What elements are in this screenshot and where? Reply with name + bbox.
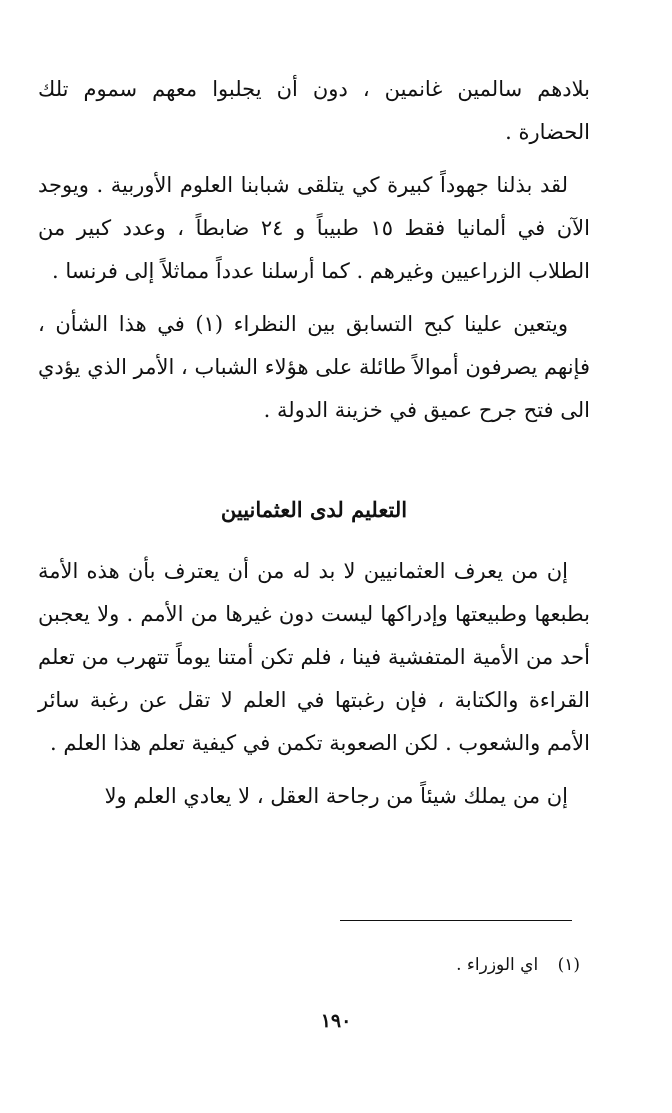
paragraph-5: إن من يملك شيئاً من رجاحة العقل ، لا يعادي العلم ولا <box>104 784 568 808</box>
section-heading: التعليم لدى العثمانيين <box>220 497 408 522</box>
footnote-marker: (١) <box>557 955 580 975</box>
paragraph-4: إن من يعرف العثمانيين لا بد له من أن يعترف بأن هذه الأمة بطبعها وطبيعتها وإدراكها ليست دون غيرها من الأمم . ولا يعجبن أحد من الأمية المتفشية فينا ، فلم تكن أمتنا يوماً تتهرب من تعلم القراءة والكتابة ، فإن رغبتها في العلم لا تقل عن رغبة سائر الأمم والشعوب . لكن الصعوبة تكمن في كيفية تعلم هذا العلم . <box>38 559 590 755</box>
footnote <box>38 948 580 982</box>
footnote-divider <box>340 920 572 921</box>
paragraph-2: لقد بذلنا جهوداً كبيرة كي يتلقى شبابنا العلوم الأوربية . ويوجد الآن في ألمانيا فقط ١٥ طبيباً و ٢٤ ضابطاً ، وعدد كبير من الطلاب الزراعيين وغيرهم . كما أرسلنا عدداً مماثلاً إلى فرنسا . <box>38 173 590 283</box>
page-number: ١٩٠ <box>320 1010 352 1032</box>
paragraph-1: بلادهم سالمين غانمين ، دون أن يجلبوا معهم سموم تلك الحضارة . <box>38 77 590 144</box>
footnote-text: اي الوزراء . <box>456 955 539 975</box>
page-body <box>38 68 590 818</box>
paragraph-3: ويتعين علينا كبح التسابق بين النظراء (١) في هذا الشأن ، فإنهم يصرفون أموالاً طائلة على هؤلاء الشباب ، الأمر الذي يؤدي الى فتح جرح عميق في خزينة الدولة . <box>38 312 590 422</box>
